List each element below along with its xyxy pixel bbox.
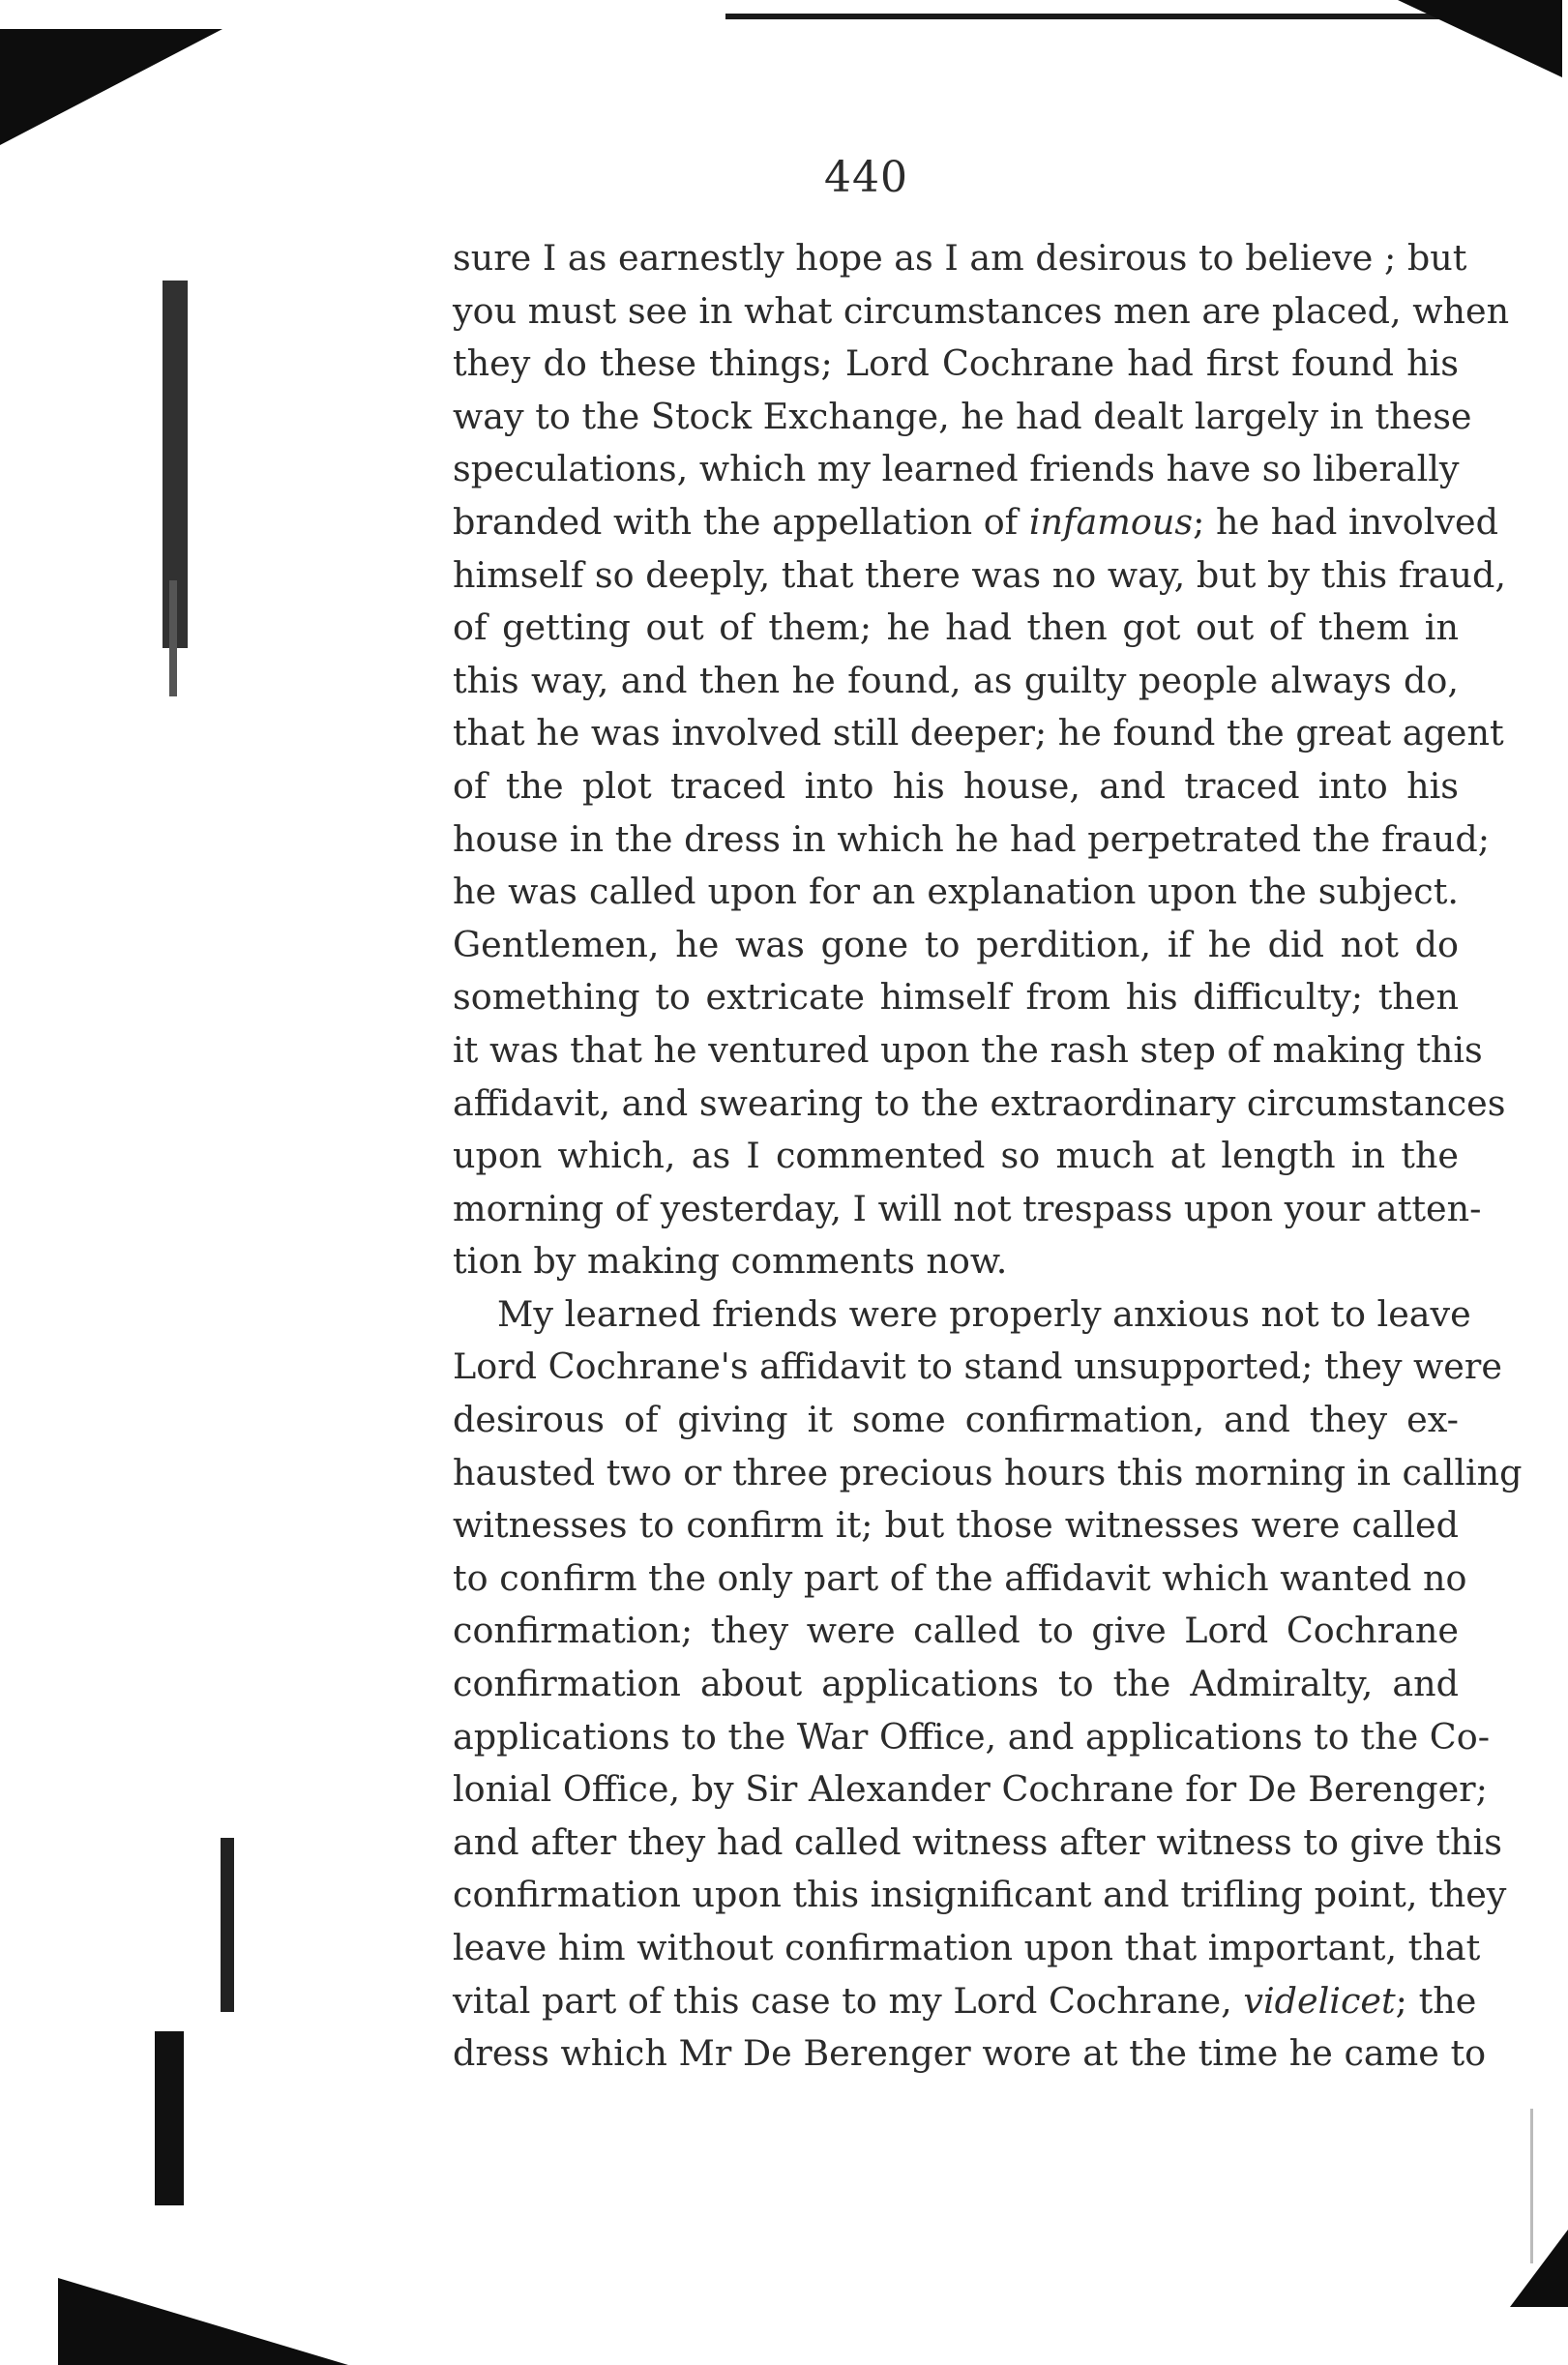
body-text: [453, 232, 1523, 2081]
text-line: desirous of giving it some confirmation, and they ex-: [453, 1399, 1459, 1441]
text-line: upon which, as I commented so much at length in the: [453, 1135, 1459, 1177]
text-line: morning of yesterday, I will not trespass upon your atten-: [453, 1187, 1482, 1229]
text-line: lonial Office, by Sir Alexander Cochrane for De Berenger;: [453, 1768, 1488, 1811]
italic-word: videlicet: [1243, 1979, 1396, 2022]
text-line: My learned friends were properly anxious not to leave: [497, 1292, 1471, 1335]
text-line: tion by making comments now.: [453, 1240, 1008, 1283]
text-fragment: ; he had involved: [1193, 500, 1498, 543]
text-line: something to extricate himself from his difficulty; then: [453, 976, 1459, 1019]
text-line: dress which Mr De Berenger wore at the time he came to: [453, 2032, 1487, 2075]
text-line: Lord Cochrane's affidavit to stand unsupported; they were: [453, 1345, 1502, 1388]
text-line: [453, 496, 1498, 549]
text-line: sure I as earnestly hope as I am desirous to believe ; but: [453, 237, 1467, 279]
italic-word: infamous: [1028, 500, 1194, 543]
text-line: this way, and then he found, as guilty people always do,: [453, 659, 1459, 701]
text-line: it was that he ventured upon the rash step of making this: [453, 1028, 1483, 1071]
text-line: that he was involved still deeper; he found the great agent: [453, 712, 1504, 754]
text-line: way to the Stock Exchange, he had dealt largely in these: [453, 395, 1472, 437]
text-line: he was called upon for an explanation upon the subject.: [453, 871, 1459, 913]
text-line: applications to the War Office, and applications to the Co-: [453, 1715, 1491, 1758]
text-line: house in the dress in which he had perpetrated the fraud;: [453, 817, 1491, 860]
scan-corner-bottom-left: [58, 2278, 348, 2365]
text-line: of getting out of them; he had then got out of them in: [453, 606, 1459, 649]
text-line: hausted two or three precious hours this morning in calling: [453, 1451, 1523, 1493]
scan-corner-top-right: [1398, 0, 1562, 77]
text-line: witnesses to confirm it; but those witnesses were called: [453, 1504, 1459, 1547]
text-line: they do these things; Lord Cochrane had first found his: [453, 342, 1459, 385]
text-fragment: branded with the appellation of: [453, 500, 1019, 543]
text-line: you must see in what circumstances men are placed, when: [453, 289, 1510, 332]
text-line: confirmation upon this insignificant and trifling point, they: [453, 1874, 1507, 1916]
text-line: of the plot traced into his house, and traced into his: [453, 764, 1459, 807]
text-fragment: ; the: [1395, 1979, 1477, 2022]
scan-corner-bottom-right: [1510, 2230, 1568, 2307]
scan-binding-shadow: [221, 1838, 234, 2012]
text-line: to confirm the only part of the affidavit which wanted no: [453, 1556, 1467, 1599]
scan-edge-right: [1530, 2109, 1533, 2263]
text-fragment: vital part of this case to my Lord Cochrane,: [453, 1979, 1232, 2022]
text-line: affidavit, and swearing to the extraordinary circumstances: [453, 1081, 1506, 1124]
text-line: himself so deeply, that there was no way, but by this fraud,: [453, 553, 1506, 596]
text-line: speculations, which my learned friends have so liberally: [453, 448, 1460, 490]
page-number: 440: [824, 153, 908, 202]
scan-binding-shadow: [155, 2031, 184, 2205]
scan-edge-top: [725, 14, 1499, 19]
text-line: confirmation about applications to the Admiralty, and: [453, 1663, 1459, 1705]
scan-binding-shadow: [169, 580, 177, 696]
text-line: confirmation; they were called to give Lord Cochrane: [453, 1610, 1459, 1652]
text-line: [453, 1975, 1477, 2028]
text-line: and after they had called witness after witness to give this: [453, 1820, 1502, 1863]
scan-corner-top-left: [0, 29, 222, 145]
text-line: Gentlemen, he was gone to perdition, if he did not do: [453, 923, 1459, 965]
text-line: leave him without confirmation upon that important, that: [453, 1927, 1481, 1968]
